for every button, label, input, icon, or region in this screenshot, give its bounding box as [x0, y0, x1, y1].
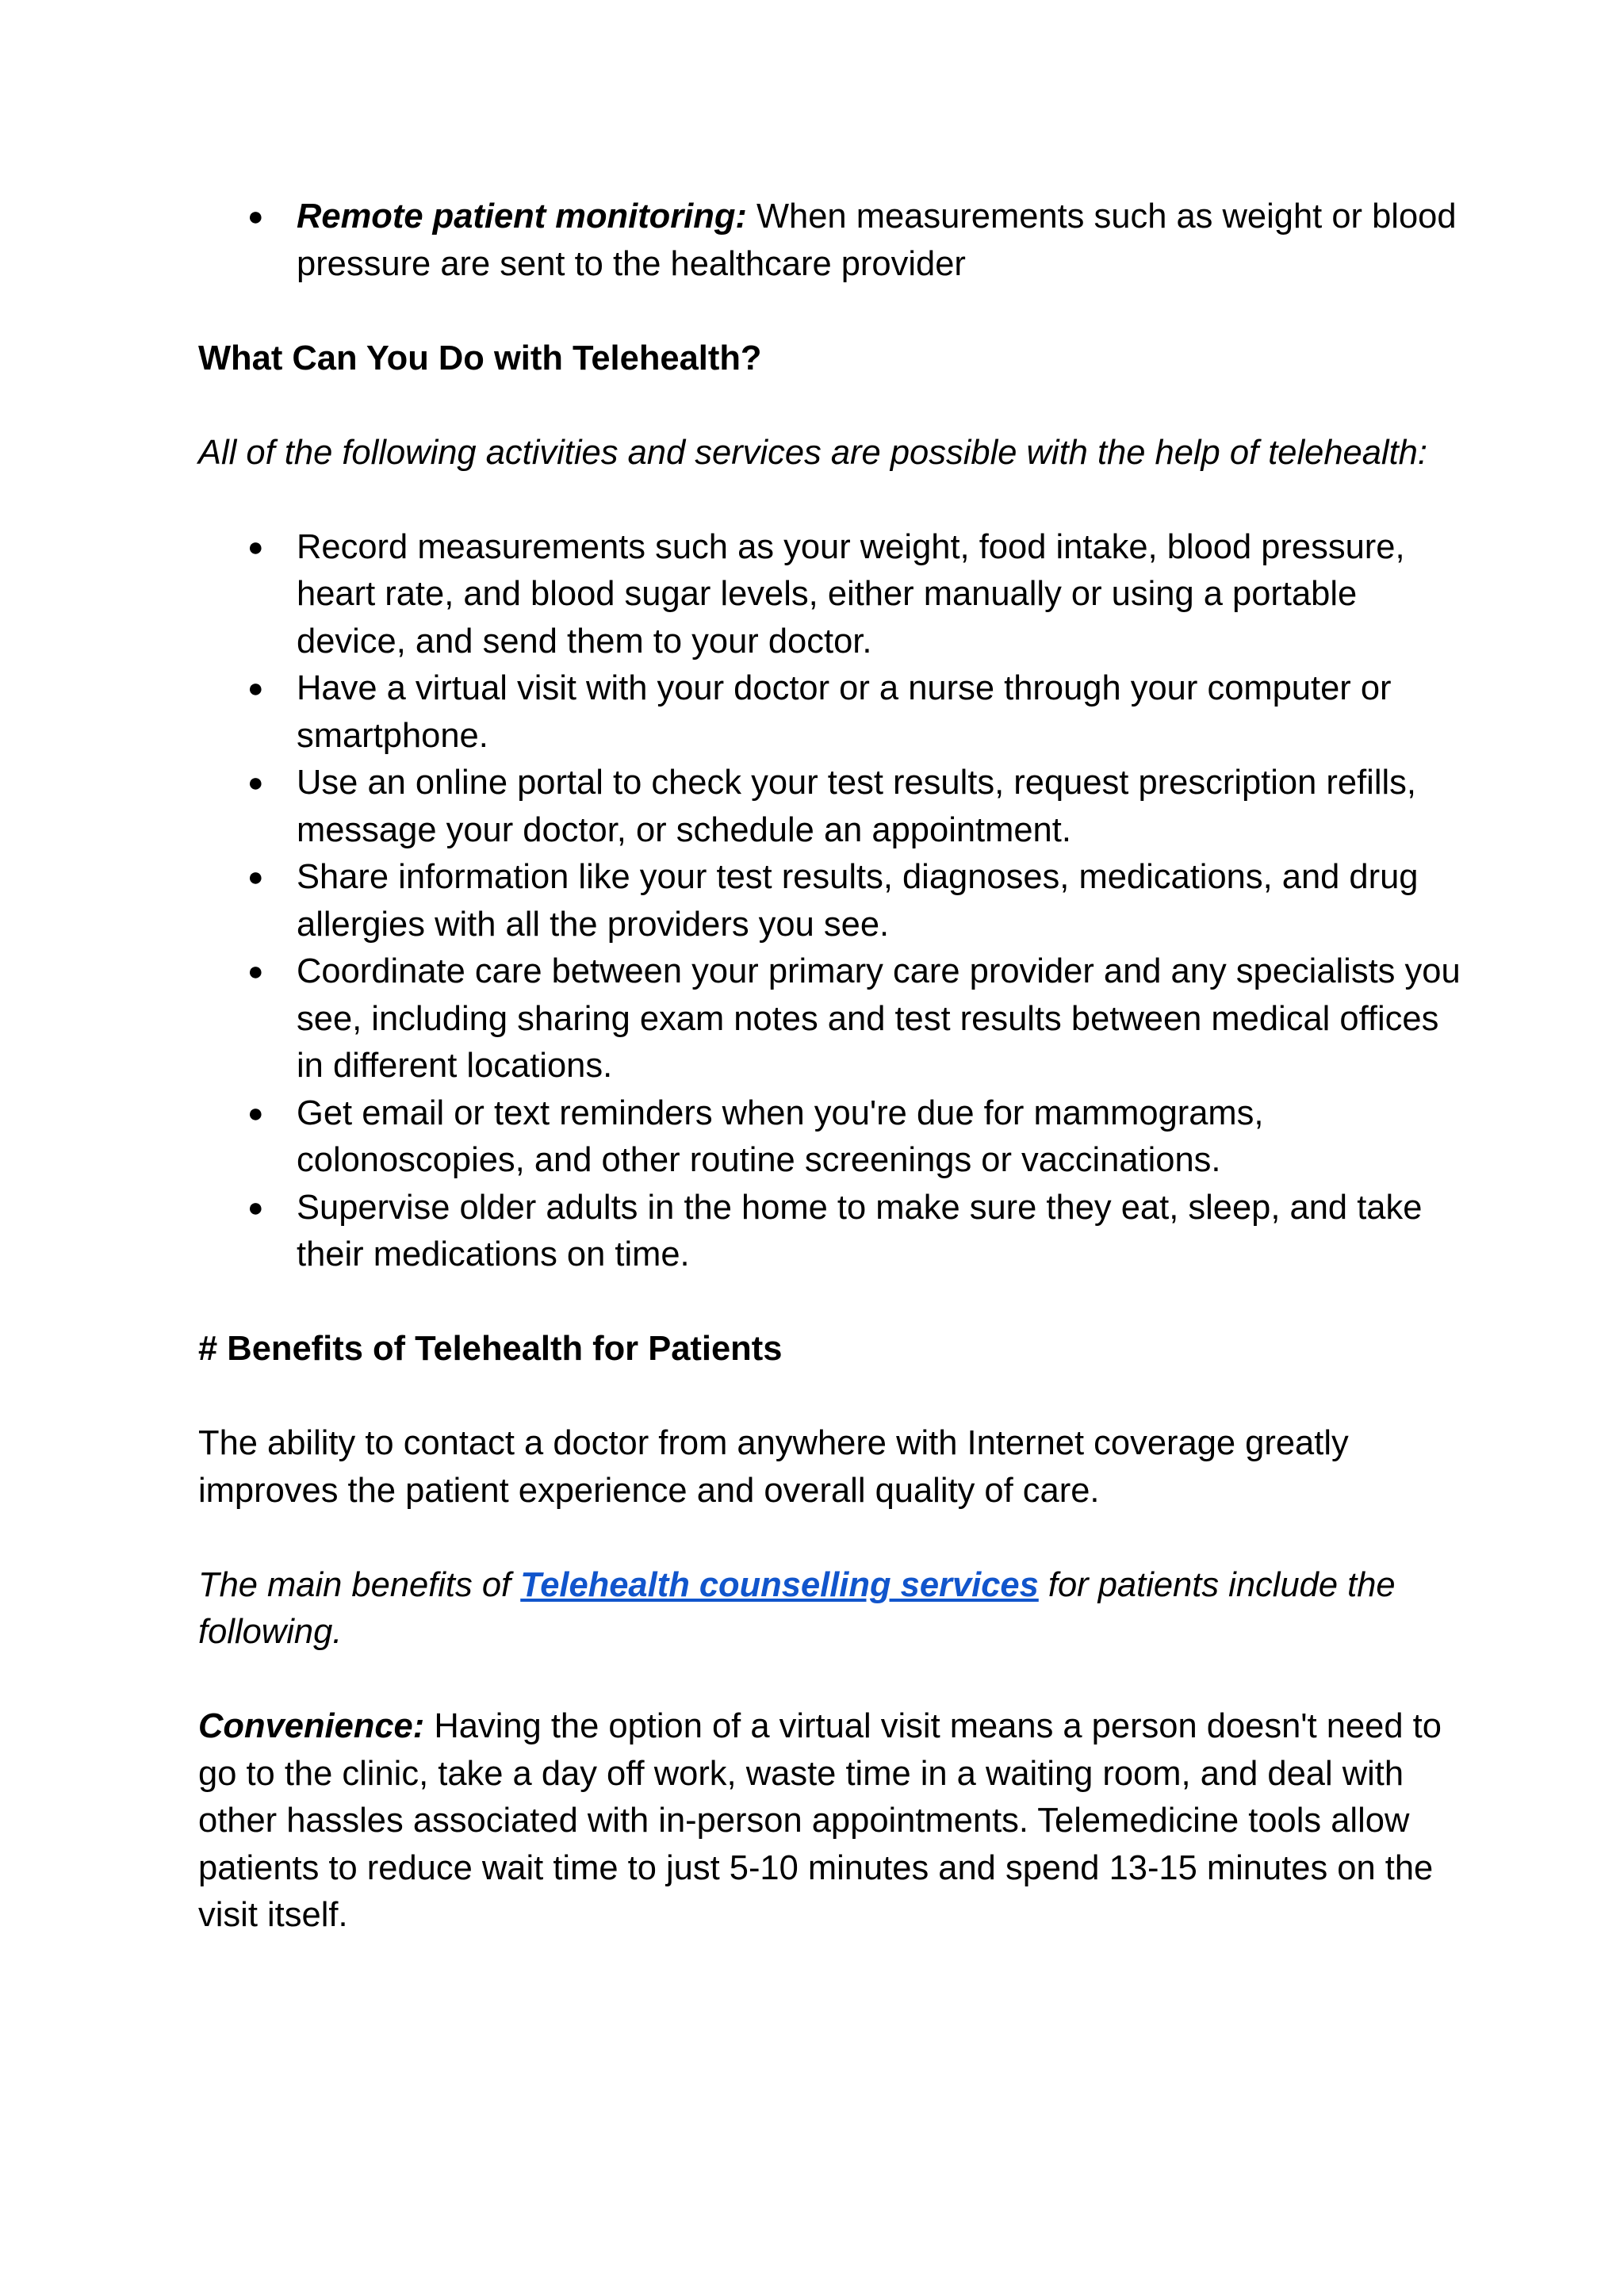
convenience-term: Convenience:	[198, 1707, 425, 1745]
convenience-paragraph	[198, 1703, 1467, 1940]
list-item-text: Supervise older adults in the home to make sure they eat, sleep, and take their medications on time.	[297, 1188, 1423, 1273]
intro-bullet-list	[198, 193, 1467, 288]
list-item	[198, 948, 1467, 1090]
list-item	[198, 854, 1467, 948]
paragraph-with-link	[198, 1562, 1467, 1656]
list-item	[198, 524, 1467, 666]
list-item-text: Have a virtual visit with your doctor or a nurse through your computer or smartphone.	[297, 669, 1392, 755]
list-item	[198, 760, 1467, 854]
list-item	[198, 1185, 1467, 1279]
list-item-text: Use an online portal to check your test results, request prescription refills, message your doctor, or schedule an appointment.	[297, 764, 1416, 849]
spacer	[198, 1373, 1467, 1421]
list-item-text: Get email or text reminders when you're due for mammograms, colonoscopies, and other routine screenings or vaccinations.	[297, 1093, 1264, 1179]
list-item-text: Record measurements such as your weight, food intake, blood pressure, heart rate, and blood sugar levels, either manually or using a portable device, and send them to your doctor.	[297, 527, 1405, 661]
spacer	[198, 1656, 1467, 1704]
spacer	[198, 1279, 1467, 1327]
telehealth-counselling-link[interactable]: Telehealth counselling services	[520, 1565, 1039, 1604]
paragraph-text: for patients include the following.	[198, 1565, 1396, 1651]
bullet-icon: ●	[247, 1192, 264, 1223]
bullet-icon: ●	[247, 1097, 264, 1128]
bullet-icon: ●	[247, 768, 264, 798]
spacer	[198, 288, 1467, 335]
section-intro: All of the following activities and services are possible with the help of telehealth:	[198, 433, 1427, 472]
document-body	[198, 193, 1467, 1940]
spacer	[198, 1515, 1467, 1562]
bullet-term: Remote patient monitoring:	[297, 197, 747, 236]
paragraph-text: The main benefits of	[198, 1565, 521, 1604]
paragraph: The ability to contact a doctor from anywhere with Internet coverage greatly improves the patient experience and overall quality of care.	[198, 1424, 1349, 1510]
list-item-text: Share information like your test results, diagnoses, medications, and drug allergies with all the providers you see.	[297, 858, 1419, 944]
bullet-icon: ●	[247, 201, 264, 232]
list-item-text: Coordinate care between your primary care provider and any specialists you see, including sharing exam notes and test results between medical offices in different locations.	[297, 952, 1461, 1085]
list-item	[198, 665, 1467, 760]
convenience-text: Having the option of a virtual visit means a person doesn't need to go to the clinic, take a day off work, waste time in a waiting room, and deal with other hassles associated with in-person appointments. Telemedicine tools allow patients to reduce wait time to just 5-10 minutes and spend 13-15 minutes on the visit itself.	[198, 1707, 1442, 1934]
section-heading: # Benefits of Telehealth for Patients	[198, 1330, 783, 1368]
bullet-icon: ●	[247, 673, 264, 703]
list-item	[198, 193, 1467, 288]
bullet-icon: ●	[247, 956, 264, 986]
bullet-icon: ●	[247, 531, 264, 562]
list-item	[198, 1090, 1467, 1185]
spacer	[198, 477, 1467, 524]
activities-list	[198, 524, 1467, 1279]
section-heading: What Can You Do with Telehealth?	[198, 339, 762, 377]
bullet-text: When measurements such as weight or blood pressure are sent to the healthcare provider	[297, 197, 1457, 283]
spacer	[198, 382, 1467, 430]
bullet-icon: ●	[247, 862, 264, 892]
